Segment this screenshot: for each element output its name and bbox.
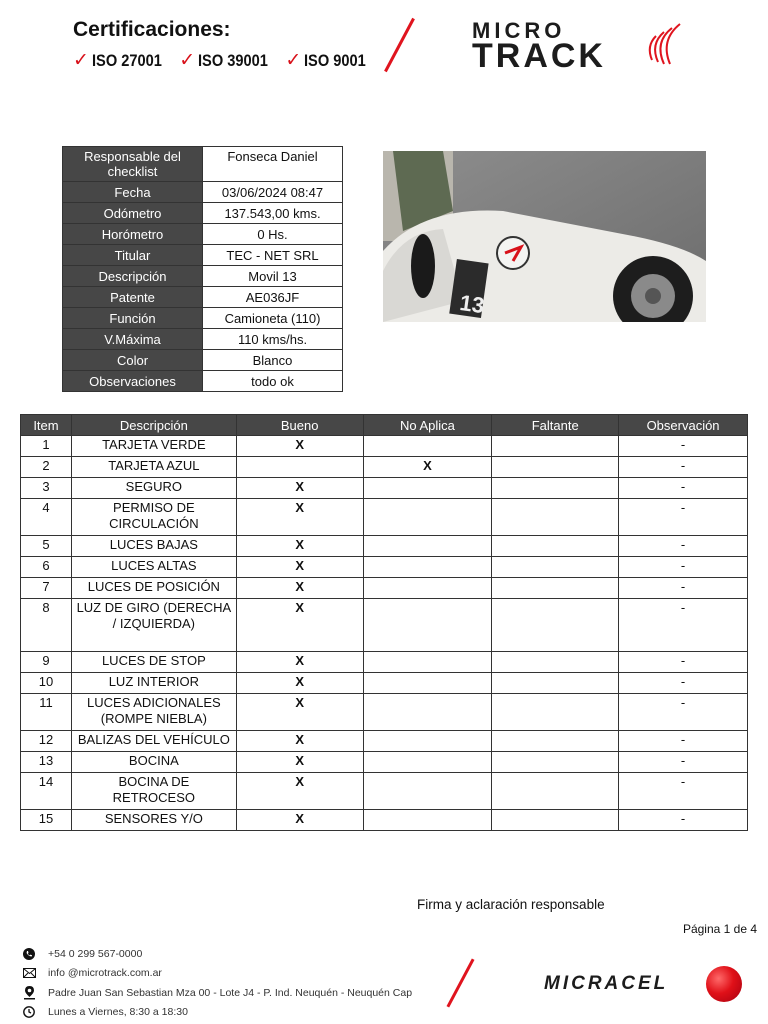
table-row: 3 SEGURO X - (21, 478, 748, 499)
vehicle-photo (383, 151, 706, 322)
cert-item: ✓ ISO 9001 (285, 50, 367, 71)
table-row: 2 TARJETA AZUL X - (21, 457, 748, 478)
footer-email: info @microtrack.com.ar (22, 964, 412, 984)
checklist-table (20, 414, 748, 831)
cert-item: ✓ ISO 39001 (179, 50, 269, 71)
info-row: Observaciones todo ok (63, 371, 343, 392)
email-icon (22, 966, 36, 980)
signal-waves-icon (644, 20, 694, 66)
table-row: 1 TARJETA VERDE X - (21, 436, 748, 457)
table-row: 15 SENSORES Y/O X - (21, 810, 748, 831)
cert-title: Certificaciones: (73, 18, 231, 41)
table-row: 13 BOCINA X - (21, 752, 748, 773)
info-row: V.Máxima 110 kms/hs. (63, 329, 343, 350)
info-row: Fecha 03/06/2024 08:47 (63, 182, 343, 203)
table-row: 14 BOCINA DE RETROCESO X - (21, 773, 748, 810)
table-row: 7 LUCES DE POSICIÓN X - (21, 578, 748, 599)
clock-icon (22, 1005, 36, 1019)
table-row: 11 LUCES ADICIONALES (ROMPE NIEBLA) X - (21, 694, 748, 731)
table-row: 4 PERMISO DE CIRCULACIÓN X - (21, 499, 748, 536)
table-row: 9 LUCES DE STOP X - (21, 652, 748, 673)
check-icon: ✓ (73, 50, 89, 71)
signature-label: Firma y aclaración responsable (417, 897, 605, 912)
info-row: Función Camioneta (110) (63, 308, 343, 329)
svg-text:13: 13 (458, 289, 486, 319)
table-row: 12 BALIZAS DEL VEHÍCULO X - (21, 731, 748, 752)
info-row: Responsable del checklist Fonseca Daniel (63, 147, 343, 182)
footer-hours: Lunes a Viernes, 8:30 a 18:30 (22, 1003, 412, 1023)
phone-icon (22, 947, 36, 961)
red-slash (384, 18, 415, 72)
footer-contact (22, 944, 412, 1022)
col-item: Item (21, 415, 72, 436)
red-sphere-icon (706, 966, 742, 1002)
col-bueno: Bueno (236, 415, 363, 436)
check-icon: ✓ (285, 50, 302, 71)
footer-phone: +54 0 299 567-0000 (22, 944, 412, 964)
cert-item: ✓ ISO 27001 (73, 50, 162, 71)
cert-list (73, 49, 376, 72)
table-row: 5 LUCES BAJAS X - (21, 536, 748, 557)
info-row: Titular TEC - NET SRL (63, 245, 343, 266)
info-row: Color Blanco (63, 350, 343, 371)
table-row: 6 LUCES ALTAS X - (21, 557, 748, 578)
footer-address: Padre Juan San Sebastian Mza 00 - Lote J4 - P. Ind. Neuquén - Neuquén Cap (22, 983, 412, 1003)
micracel-logo: MICRACEL (544, 964, 748, 1004)
info-row: Patente AE036JF (63, 287, 343, 308)
info-row: Odómetro 137.543,00 kms. (63, 203, 343, 224)
page-number: Página 1 de 4 (682, 922, 757, 936)
col-observacion: Observación (619, 415, 748, 436)
location-pin-icon (22, 986, 36, 1000)
checklist-header-row (21, 415, 748, 436)
col-descripcion: Descripción (71, 415, 236, 436)
col-faltante: Faltante (492, 415, 619, 436)
check-icon: ✓ (179, 50, 196, 71)
info-row: Horómetro 0 Hs. (63, 224, 343, 245)
info-row: Descripción Movil 13 (63, 266, 343, 287)
vehicle-info-table (62, 146, 343, 392)
microtrack-logo: MICRO TRACK (472, 18, 696, 76)
table-row: 10 LUZ INTERIOR X - (21, 673, 748, 694)
table-row: 8 LUZ DE GIRO (DERECHA / IZQUIERDA) X - (21, 599, 748, 652)
col-no-aplica: No Aplica (363, 415, 492, 436)
red-slash (446, 958, 474, 1007)
